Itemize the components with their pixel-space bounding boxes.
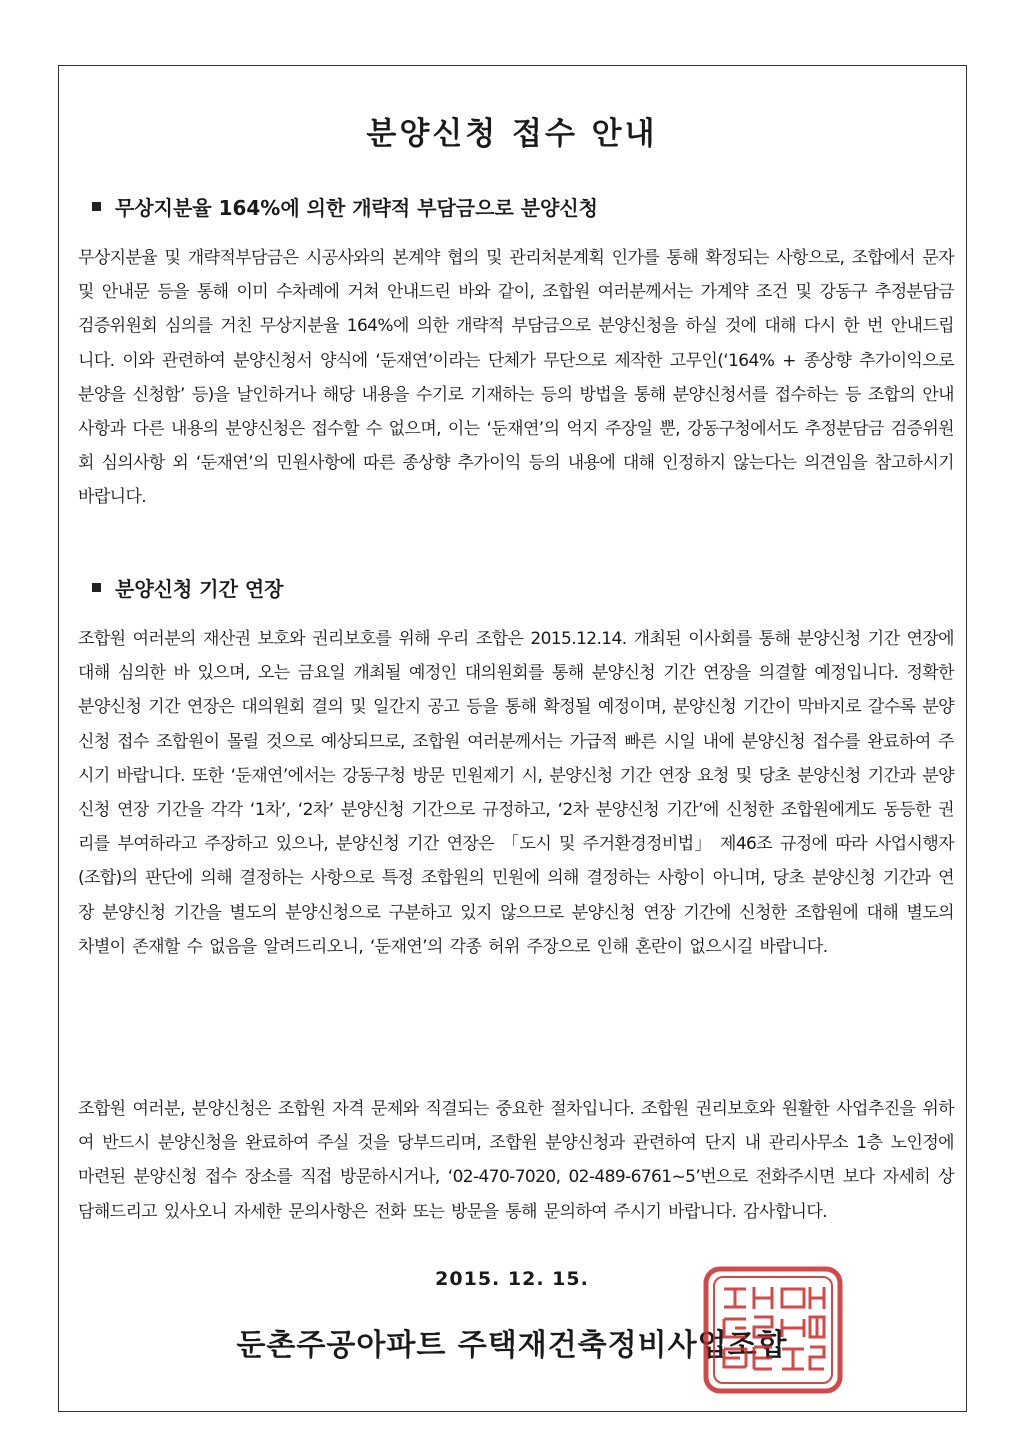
section-heading-1-text: 무상지분율 164%에 의한 개략적 부담금으로 분양신청 (115, 196, 599, 220)
section-heading-1 (92, 192, 598, 221)
square-bullet-icon (92, 202, 101, 211)
official-seal-stamp (702, 1265, 844, 1395)
square-bullet-icon (92, 583, 101, 592)
organization-name: 둔촌주공아파트 주택재건축정비사업조합 (236, 1328, 788, 1363)
section-heading-2-text: 분양신청 기간 연장 (115, 577, 284, 601)
page-title: 분양신청 접수 안내 (366, 116, 658, 152)
section-1-paragraph: 무상지분율 및 개략적부담금은 시공사와의 본계약 협의 및 관리처분계획 인가를 통해 확정되는 사항으로, 조합에서 문자 및 안내문 등을 통해 이미 수차례에 거쳐 안내드린 바와 같이, 조합원 여러분께서는 가계약 조건 및 강동구 추정분담금 검증위원회 심의를 거친 무상지분율 164%에 의한 개략적 부담금으로 분양신청을 하실 것에 대해 다시 한 번 안내드립니다. 이와 관련하여 분양신청서 양식에 ‘둔재연’이라는 단체가 무단으로 제작한 고무인(‘164% + 종상향 추가이익으로 분양을 신청함’ 등)을 날인하거나 해당 내용을 수기로 기재하는 등의 방법을 통해 분양신청서를 접수하는 등 조합의 안내사항과 다른 내용의 분양신청은 접수할 수 없으며, 이는 ‘둔재연’의 억지 주장일 뿐, 강동구청에서도 추정분담금 검증위원회 심의사항 외 ‘둔재연’의 민원사항에 따른 종상향 추가이익 등의 내용에 대해 인정하지 않는다는 의견임을 참고하시기 바랍니다. (78, 248, 954, 508)
section-heading-2 (92, 573, 284, 602)
closing-paragraph: 조합원 여러분, 분양신청은 조합원 자격 문제와 직결되는 중요한 절차입니다. 조합원 권리보호와 원활한 사업추진을 위하여 반드시 분양신청을 완료하여 주실 것을 당부드리며, 조합원 분양신청과 관련하여 단지 내 관리사무소 1층 노인정에 마련된 분양신청 접수 장소를 직접 방문하시거나, ‘02-470-7020, 02-489-6761~5’번으로 전화주시면 보다 자세히 상담해드리고 있사오니 자세한 문의사항은 전화 또는 방문을 통해 문의하여 주시기 바랍니다. 감사합니다. (78, 1099, 954, 1222)
section-2-paragraph: 조합원 여러분의 재산권 보호와 권리보호를 위해 우리 조합은 2015.12.14. 개최된 이사회를 통해 분양신청 기간 연장에 대해 심의한 바 있으며, 오는 금요일 개최될 예정인 대의원회를 통해 분양신청 기간 연장을 의결할 예정입니다. 정확한 분양신청 기간 연장은 대의원회 결의 및 일간지 공고 등을 통해 확정될 예정이며, 분양신청 기간이 막바지로 갈수록 분양신청 접수 조합원이 몰릴 것으로 예상되므로, 조합원 여러분께서는 가급적 빠른 시일 내에 분양신청 접수를 완료하여 주시기 바랍니다. 또한 ‘둔재연’에서는 강동구청 방문 민원제기 시, 분양신청 기간 연장 요청 및 당초 분양신청 기간과 분양신청 연장 기간을 각각 ‘1차’, ‘2차’ 분양신청 기간으로 규정하고, ‘2차 분양신청 기간’에 신청한 조합원에게도 동등한 권리를 부여하라고 주장하고 있으나, 분양신청 기간 연장은 「도시 및 주거환경정비법」 제46조 규정에 따라 사업시행자(조합)의 판단에 의해 결정하는 사항으로 특정 조합원의 민원에 의해 결정하는 사항이 아니며, 당초 분양신청 기간과 연장 분양신청 기간을 별도의 분양신청으로 구분하고 있지 않으므로 분양신청 연장 기간에 신청한 조합원에 대해 별도의 차별이 존재할 수 없음을 알려드리오니, ‘둔재연’의 각종 허위 주장으로 인해 혼란이 없으시길 바랍니다. (78, 629, 954, 957)
document-date: 2015. 12. 15. (435, 1268, 589, 1290)
